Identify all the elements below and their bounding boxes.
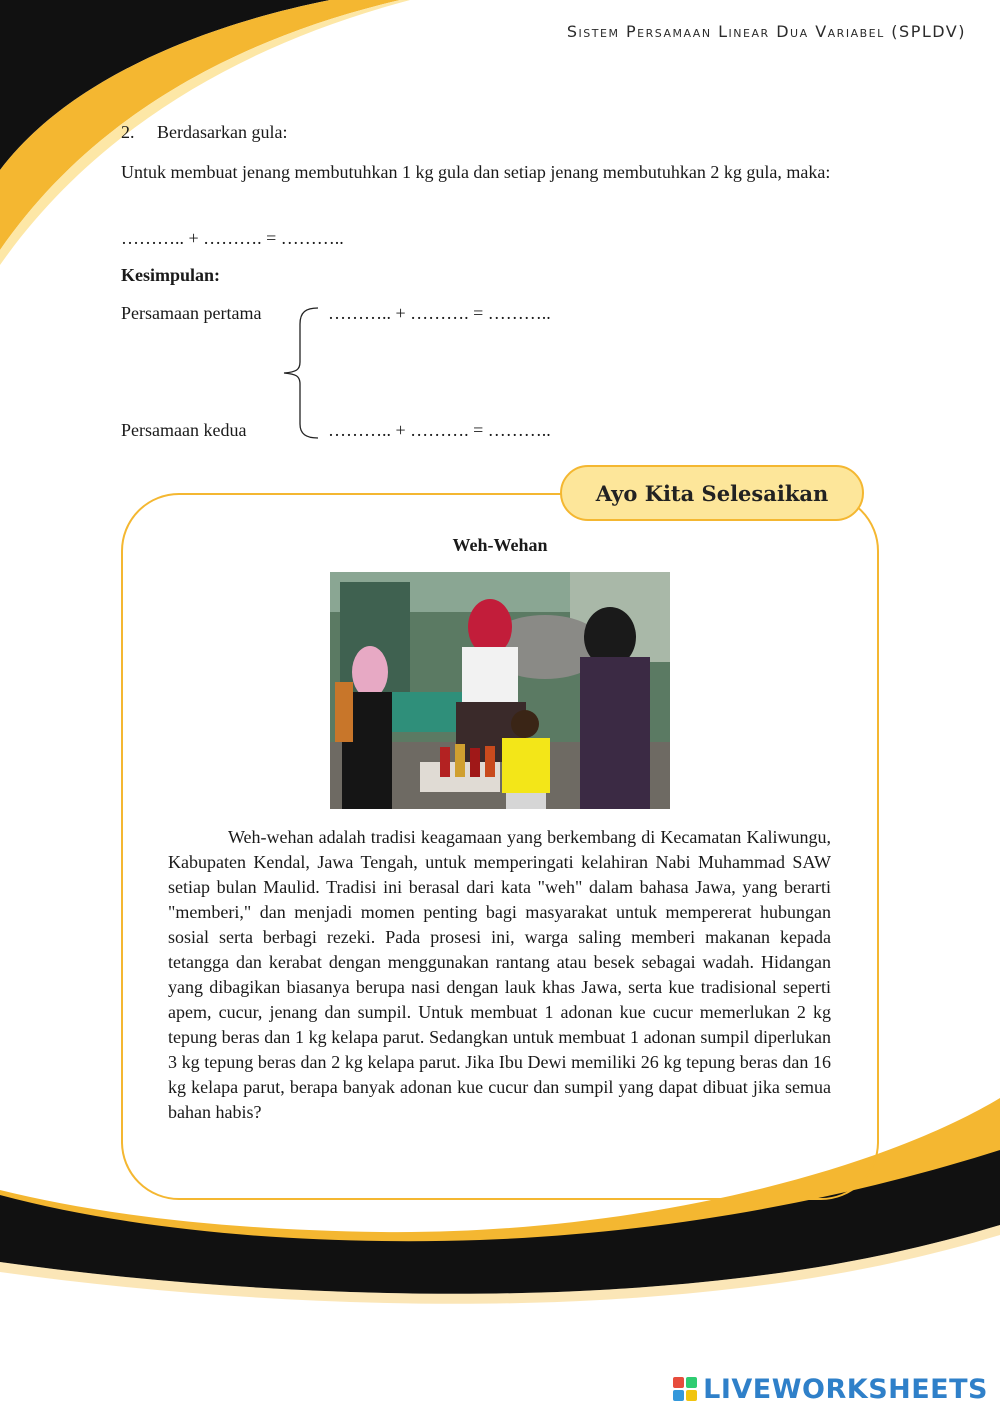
item-label: Berdasarkan gula:	[157, 122, 288, 142]
first-equation-label: Persamaan pertama	[121, 303, 262, 323]
conclusion-heading: Kesimpulan:	[121, 265, 221, 285]
second-equation-label: Persamaan kedua	[121, 420, 247, 440]
equation-blank[interactable]: ……….. + ………. = ………..	[121, 228, 344, 248]
story-title: Weh-Wehan	[452, 535, 548, 555]
activity-badge: Ayo Kita Selesaikan	[560, 465, 864, 521]
first-equation-blank[interactable]: ……….. + ………. = ………..	[328, 303, 551, 323]
logo-text: LIVEWORKSHEETS	[703, 1373, 988, 1405]
system-brace	[278, 306, 328, 441]
logo-mark-icon	[673, 1377, 697, 1401]
instruction-paragraph: Untuk membuat jenang membutuhkan 1 kg gula dan setiap jenang membutuhkan 2 kg gula, maka:	[121, 162, 831, 182]
weh-wehan-photo	[330, 572, 670, 809]
item-number: 2.	[121, 122, 135, 142]
story-paragraph: Weh-wehan adalah tradisi keagamaan yang berkembang di Kecamatan Kaliwungu, Kabupaten Kendal, Jawa Tengah, untuk memperingati kelahiran Nabi Muhammad SAW setiap bulan Maulid. Tradisi ini berasal dari kata "weh" dalam bahasa Jawa, yang berarti "memberi," dan menjadi momen penting bagi masyarakat untuk mempererat hubungan sosial serta berbagi rezeki. Pada prosesi ini, warga saling memberi makanan kepada tetangga dan kerabat dengan menggunakan rantang atau besek sebagai wadah. Hidangan yang dibagikan biasanya berupa nasi dengan lauk khas Jawa, serta kue tradisional seperti apem, cucur, jenang dan sumpil. Untuk membuat 1 adonan kue cucur memerlukan 2 kg tepung beras dan 1 kg kelapa parut. Sedangkan untuk membuat 1 adonan sumpil diperlukan 3 kg tepung beras dan 2 kg kelapa parut. Jika Ibu Dewi memiliki 26 kg tepung beras dan 16 kg kelapa parut, berapa banyak adonan kue cucur dan sumpil yang dapat dibuat jika semua bahan habis?	[168, 827, 831, 1122]
liveworksheets-logo[interactable]	[673, 1372, 988, 1406]
second-equation-blank[interactable]: ……….. + ………. = ………..	[328, 420, 551, 440]
chapter-header: Sistem Persamaan Linear Dua Variabel (SPLDV)	[566, 22, 966, 41]
